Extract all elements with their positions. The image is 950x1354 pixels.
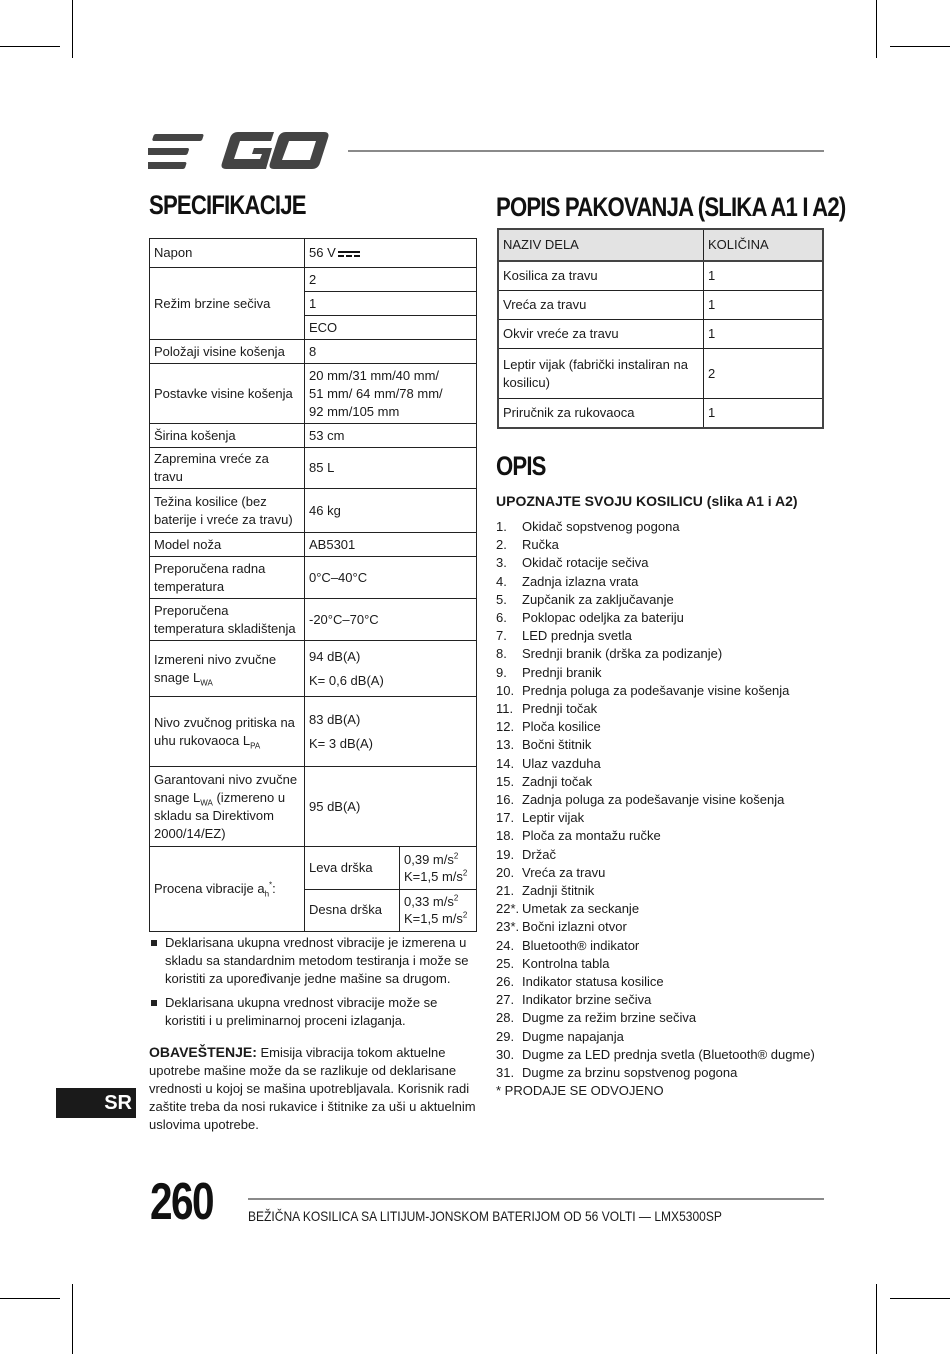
bullet-item: Deklarisana ukupna vrednost vibracije može se koristiti i u preliminarnoj proceni izlaganja. — [149, 994, 479, 1030]
list-item-number: 9. — [496, 664, 507, 680]
header-rule — [348, 150, 824, 152]
list-item-text: Kontrolna tabla — [522, 955, 610, 971]
bullet-item: Deklarisana ukupna vrednost vibracije je izmerena u skladu sa standardnim metodom testiranja i može se koristiti za upoređivanje jedne mašine sa drugom. — [149, 934, 479, 988]
list-item — [496, 554, 826, 572]
list-item — [496, 591, 826, 609]
spec-label: Garantovani nivo zvučne snage $L_{WA}$ (izmereno u skladu sa Direktivom 2000/14/EZ) — [150, 767, 305, 847]
list-item-text: Držač — [522, 846, 556, 862]
bullet-square-icon — [151, 940, 157, 946]
list-item — [496, 900, 826, 918]
list-item-text: Bluetooth® indikator — [522, 937, 640, 953]
list-item-number: 21. — [496, 883, 515, 899]
opis-subtitle: UPOZNAJTE SVOJU KOSILICU (slika A1 i A2) — [496, 493, 798, 509]
list-item-number: 15. — [496, 773, 515, 789]
list-item — [496, 700, 826, 718]
part-qty: 2 — [704, 349, 824, 399]
list-item-number: 19. — [496, 846, 515, 862]
part-qty: 1 — [704, 399, 824, 429]
list-item-number: 20. — [496, 864, 515, 880]
crop-mark — [876, 0, 877, 58]
spec-table — [149, 238, 477, 932]
part-qty: 1 — [704, 291, 824, 320]
list-item-number: 5. — [496, 591, 507, 607]
vibration-value: 0,39 $m/s^2$ K=1,5 $m/s^2$ — [400, 847, 477, 889]
list-item-number: 10. — [496, 682, 515, 698]
list-item — [496, 846, 826, 864]
list-item-text: Poklopac odeljka za bateriju — [522, 610, 684, 626]
list-item-number: 8. — [496, 646, 507, 662]
footer-rule — [248, 1198, 824, 1200]
list-item-number: 23*. — [496, 919, 520, 935]
list-item — [496, 1046, 826, 1064]
table-row — [498, 320, 823, 349]
list-item-text: Ploča kosilice — [522, 719, 601, 735]
dc-symbol-icon — [338, 250, 360, 258]
spec-label: Režim brzine sečiva — [150, 268, 305, 340]
list-item — [496, 937, 826, 955]
list-item-text: Dugme napajanja — [522, 1028, 624, 1044]
list-item-text: Ručka — [522, 537, 559, 553]
part-name: Okvir vreće za travu — [498, 320, 704, 349]
spec-value: ECO — [305, 316, 477, 340]
packing-title: POPIS PAKOVANJA (SLIKA A1 I A2) — [496, 192, 846, 222]
list-item-text: Leptir vijak — [522, 810, 585, 826]
crop-mark — [72, 0, 73, 58]
list-item-number: 1. — [496, 519, 507, 534]
list-item-number: 6. — [496, 610, 507, 626]
list-item-number: 24. — [496, 937, 515, 953]
list-item — [496, 864, 826, 882]
list-item-number: 13. — [496, 737, 515, 753]
spec-value: 20 mm/31 mm/40 mm/ 51 mm/ 64 mm/78 mm/ 92 mm/105 mm — [305, 364, 477, 424]
language-tab: SR — [56, 1088, 136, 1118]
list-item-text: Srednji branik (drška za podizanje) — [522, 646, 723, 662]
list-item-number: 17. — [496, 810, 515, 826]
vibration-label: Leva drška — [305, 847, 400, 889]
part-name: Priručnik za rukovaoca — [498, 399, 704, 429]
list-item — [496, 518, 826, 536]
list-item — [496, 1064, 826, 1082]
parts-list — [496, 518, 826, 1101]
spec-value: 2 — [305, 268, 477, 292]
list-item-number: 30. — [496, 1046, 515, 1062]
table-row — [498, 291, 823, 320]
list-item — [496, 755, 826, 773]
table-row — [498, 399, 823, 429]
table-row — [498, 349, 823, 399]
list-item — [496, 627, 826, 645]
list-item-number: 18. — [496, 828, 515, 844]
table-row — [498, 261, 823, 291]
list-item — [496, 645, 826, 663]
list-item-text: Indikator statusa kosilice — [522, 974, 664, 990]
vibration-subtable — [305, 847, 476, 931]
list-item — [496, 536, 826, 554]
spec-label: Procena vibracije $a_h^*$: — [150, 847, 305, 932]
spec-label: Nivo zvučnog pritiska na uhu rukovaoca $L_{PA}$ — [150, 697, 305, 767]
list-item — [496, 736, 826, 754]
list-item-text: Zadnji štitnik — [522, 883, 595, 899]
list-item-text: Bočni izlazni otvor — [522, 919, 627, 935]
packing-header: KOLIČINA — [704, 229, 824, 261]
list-item-number: 2. — [496, 537, 507, 553]
spec-label: Preporučena radna temperatura — [150, 557, 305, 599]
spec-label: Širina košenja — [150, 424, 305, 448]
list-item-text: Okidač rotacije sečiva — [522, 555, 649, 571]
spec-value: 46 kg — [305, 489, 477, 533]
list-item — [496, 773, 826, 791]
spec-label: Položaji visine košenja — [150, 340, 305, 364]
list-item-text: Indikator brzine sečiva — [522, 992, 652, 1008]
spec-value: 85 L — [305, 448, 477, 489]
notice-paragraph: OBAVEŠTENJE: Emisija vibracija tokom aktuelne upotrebe mašine može da se razlikuje od deklarisane vrednosti u kojoj se mašina upotrebljavala. Korisnik radi zaštite treba da nosi rukavice i štitnike za uši u aktuelnim uslovima upotrebe. — [149, 1044, 476, 1132]
list-item — [496, 955, 826, 973]
list-item-text: Okidač sopstvenog pogona — [522, 519, 680, 534]
spec-label: Napon — [150, 239, 305, 268]
spec-title: SPECIFIKACIJE — [149, 190, 306, 220]
spec-value: 56 V — [305, 239, 477, 268]
list-item-text: Zadnji točak — [522, 773, 593, 789]
spec-label: Preporučena temperatura skladištenja — [150, 599, 305, 641]
list-item-text: Prednji točak — [522, 701, 598, 717]
list-item-text: Dugme za LED prednja svetla (Bluetooth® dugme) — [522, 1046, 815, 1062]
crop-mark — [890, 1298, 950, 1299]
list-item-text: Vreća za travu — [522, 864, 606, 880]
list-item — [496, 718, 826, 736]
list-item-number: 25. — [496, 955, 515, 971]
crop-mark — [72, 1284, 73, 1354]
list-item-number: 14. — [496, 755, 515, 771]
list-item-number: 29. — [496, 1028, 515, 1044]
vibration-label: Desna drška — [305, 889, 400, 931]
spec-value: 83 dB(A) K= 3 dB(A) — [305, 697, 477, 767]
list-item — [496, 827, 826, 845]
spec-label: Postavke visine košenja — [150, 364, 305, 424]
crop-mark — [876, 1284, 877, 1354]
list-item — [496, 918, 826, 936]
spec-value: 8 — [305, 340, 477, 364]
spec-value: -20°C–70°C — [305, 599, 477, 641]
list-item-text: Zupčanik za zaključavanje — [522, 591, 674, 607]
spec-value: 0°C–40°C — [305, 557, 477, 599]
list-item-number: 31. — [496, 1065, 515, 1081]
list-item-number: 12. — [496, 719, 515, 735]
list-item-number: 22*. — [496, 901, 520, 917]
packing-header: NAZIV DELA — [498, 229, 704, 261]
list-item-text: LED prednja svetla — [522, 628, 632, 644]
list-item-text: Dugme za brzinu sopstvenog pogona — [522, 1065, 738, 1081]
list-item — [496, 682, 826, 700]
list-item-text: Ulaz vazduha — [522, 755, 601, 771]
list-item — [496, 664, 826, 682]
part-name: Vreća za travu — [498, 291, 704, 320]
part-qty: 1 — [704, 320, 824, 349]
spec-label: Težina kosilice (bez baterije i vreće za travu) — [150, 489, 305, 533]
list-item-text: Zadnja poluga za podešavanje visine košenja — [522, 792, 785, 808]
footnote: * PRODAJE SE ODVOJENO — [496, 1083, 664, 1099]
part-name: Leptir vijak (fabrički instaliran na kosilicu) — [498, 349, 704, 399]
list-item-text: Bočni štitnik — [522, 737, 592, 753]
spec-value: 53 cm — [305, 424, 477, 448]
spec-label: Model noža — [150, 533, 305, 557]
packing-table — [497, 228, 824, 429]
vibration-value: 0,33 $m/s^2$ K=1,5 $m/s^2$ — [404, 893, 468, 927]
list-item-text: Prednja poluga za podešavanje visine košenja — [522, 682, 790, 698]
list-item — [496, 1009, 826, 1027]
part-qty: 1 — [704, 261, 824, 291]
list-item-number: 4. — [496, 573, 507, 589]
list-item-number: 28. — [496, 1010, 515, 1026]
list-item — [496, 882, 826, 900]
bullet-square-icon — [151, 1000, 157, 1006]
brand-logo — [148, 128, 332, 174]
list-item-text: Prednji branik — [522, 664, 602, 680]
spec-label: Zapremina vreće za travu — [150, 448, 305, 489]
list-item — [496, 1028, 826, 1046]
list-item-text: Ploča za montažu ručke — [522, 828, 661, 844]
crop-mark — [0, 46, 60, 47]
list-item-number: 27. — [496, 992, 515, 1008]
list-item — [496, 791, 826, 809]
spec-value: 95 dB(A) — [305, 767, 477, 847]
list-item-text: Umetak za seckanje — [522, 901, 640, 917]
vibration-notes — [149, 934, 479, 1036]
footer-title: BEŽIČNA KOSILICA SA LITIJUM-JONSKOM BATERIJOM OD 56 VOLTI — LMX5300SP — [248, 1208, 722, 1224]
list-item — [496, 573, 826, 591]
list-item-number: 3. — [496, 555, 507, 571]
list-item-number: 16. — [496, 792, 515, 808]
opis-title: OPIS — [496, 451, 546, 481]
vibration-subtable-cell — [305, 847, 477, 932]
list-item — [496, 991, 826, 1009]
spec-value: 1 — [305, 292, 477, 316]
crop-mark — [890, 46, 950, 47]
list-item-text: Zadnja izlazna vrata — [522, 573, 639, 589]
list-item-number: 7. — [496, 628, 507, 644]
page-number: 260 — [150, 1173, 213, 1231]
spec-value: 94 dB(A) K= 0,6 dB(A) — [305, 641, 477, 697]
list-item-number: 11. — [496, 701, 514, 717]
list-item-text: Dugme za režim brzine sečiva — [522, 1010, 697, 1026]
crop-mark — [0, 1298, 60, 1299]
spec-value: AB5301 — [305, 533, 477, 557]
spec-label: Izmereni nivo zvučne snage $L_{WA}$ — [150, 641, 305, 697]
list-item-number: 26. — [496, 974, 515, 990]
list-item — [496, 609, 826, 627]
list-item — [496, 973, 826, 991]
list-item — [496, 809, 826, 827]
part-name: Kosilica za travu — [498, 261, 704, 291]
